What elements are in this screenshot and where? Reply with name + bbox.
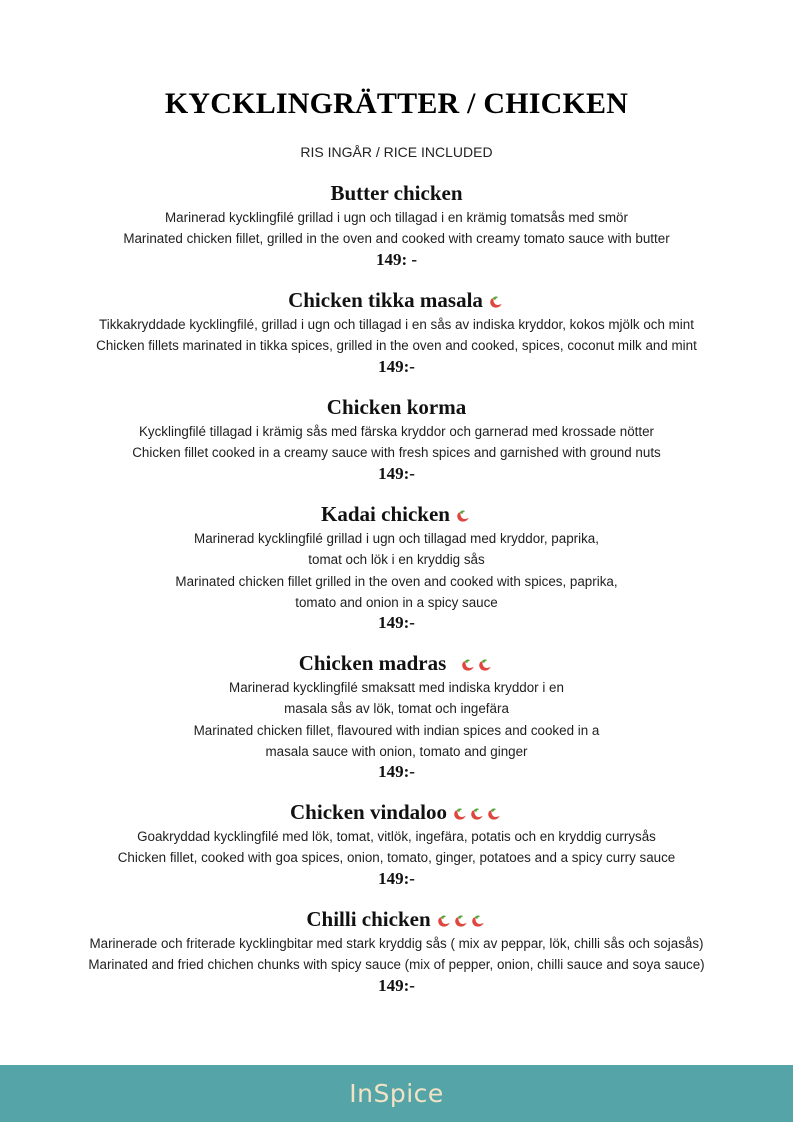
spice-level: [452, 799, 503, 825]
chili-icon: [469, 807, 484, 821]
spice-level: [436, 906, 487, 932]
description-english: Marinated chicken fillet, grilled in the oven and cooked with creamy tomato sauce with butter: [123, 231, 670, 247]
menu-item: [0, 394, 793, 484]
description-swedish: masala sås av lök, tomat och ingefära: [284, 701, 509, 717]
description-english: Chicken fillet cooked in a creamy sauce with fresh spices and garnished with ground nuts: [132, 445, 661, 461]
menu-item: [0, 180, 793, 270]
chili-icon: [460, 658, 475, 672]
description-english: Marinated chicken fillet, flavoured with indian spices and cooked in a: [193, 722, 600, 738]
dish-name: Chicken madras: [298, 651, 447, 675]
dish-name: Chicken tikka masala: [288, 288, 483, 312]
chili-icon: [455, 509, 470, 523]
chili-icon: [453, 914, 468, 928]
dish-name: Chicken vindaloo: [290, 800, 447, 824]
description-swedish: Marinerad kycklingfilé grillad i ugn och tillagad med kryddor, paprika,: [194, 531, 599, 546]
description-english: Chicken fillet, cooked with goa spices, onion, tomato, ginger, potatoes and a spicy curry sauce: [117, 850, 676, 866]
dish-name: Chilli chicken: [306, 907, 431, 931]
brand-logo: InSpice: [349, 1079, 444, 1108]
dish-price: 149:-: [378, 762, 415, 782]
chili-icon: [488, 295, 503, 309]
spice-level: [455, 501, 472, 527]
description-swedish: Marinerad kycklingfilé smaksatt med indiska kryddor i en: [229, 680, 564, 695]
chili-icon: [477, 658, 492, 672]
description-english: Marinated chicken fillet grilled in the oven and cooked with spices, paprika,: [175, 573, 618, 589]
description-swedish: Kycklingfilé tillagad i krämig sås med färska kryddor och garnerad med krossade nötter: [138, 424, 655, 439]
description-swedish: Marinerad kycklingfilé grillad i ugn och tillagad i en krämig tomatsås med smör: [165, 210, 628, 225]
menu-item: [0, 906, 793, 996]
dish-price: 149:-: [378, 975, 415, 995]
page-title: KYCKLINGRÄTTER / CHICKEN: [164, 87, 629, 120]
dish-price: 149:-: [378, 356, 415, 376]
chili-icon: [436, 914, 451, 928]
description-swedish: Goakryddad kycklingfilé med lök, tomat, vitlök, ingefära, potatis och en kryddig currysås: [137, 829, 656, 844]
chili-icon: [452, 807, 467, 821]
description-english: tomato and onion in a spicy sauce: [295, 594, 498, 610]
dish-price: 149: -: [375, 249, 418, 269]
menu-item: [0, 799, 793, 889]
description-english: Chicken fillets marinated in tikka spices, grilled in the oven and cooked, spices, coconut milk and mint: [96, 338, 697, 354]
page-subtitle: RIS INGÅR / RICE INCLUDED: [300, 144, 493, 160]
chili-icon: [486, 807, 501, 821]
dish-price: 149:-: [378, 868, 415, 888]
dish-name: Kadai chicken: [321, 502, 450, 526]
menu-item: [0, 287, 793, 377]
description-swedish: tomat och lök i en kryddig sås: [308, 552, 485, 568]
dish-price: 149:-: [378, 463, 415, 483]
chili-icon: [470, 914, 485, 928]
description-english: Marinated and fried chichen chunks with spicy sauce (mix of pepper, onion, chilli sauce and soya sauce): [88, 957, 705, 973]
menu-item: [0, 501, 793, 633]
spice-level: [488, 287, 505, 313]
dish-price: 149:-: [378, 613, 415, 633]
dish-name: Chicken korma: [326, 395, 467, 419]
description-swedish: Tikkakryddade kycklingfilé, grillad i ugn och tillagad i en sås av indiska kryddor, kokos mjölk och mint: [99, 317, 694, 332]
description-english: masala sauce with onion, tomato and ginger: [265, 743, 528, 759]
menu-item: [0, 650, 793, 782]
footer-bar: [0, 1065, 793, 1122]
description-swedish: Marinerade och friterade kycklingbitar med stark kryddig sås ( mix av peppar, lök, chilli sås och sojasås): [89, 936, 704, 951]
dish-name: Butter chicken: [330, 181, 463, 205]
spice-level: [460, 650, 494, 676]
